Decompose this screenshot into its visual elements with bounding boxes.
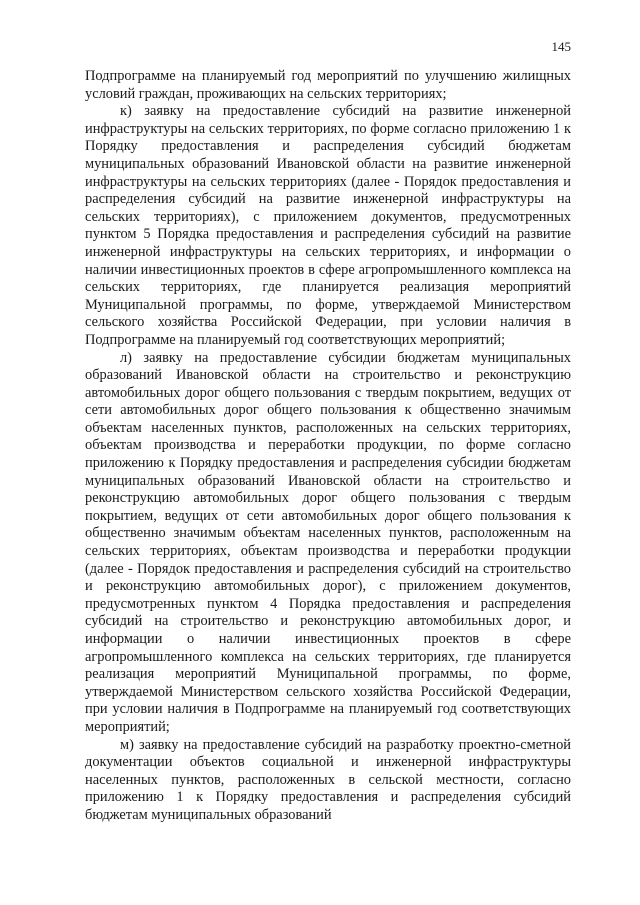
paragraph-k: к) заявку на предоставление субсидий на развитие инженерной инфраструктуры на сельских территориях, по форме согласно приложению 1 к Порядку предоставления и распределения субсидий бюджетам муниципальных образований Ивановской области на развитие инженерной инфраструктуры на сельских территориях (далее - Порядок предоставления и распределения субсидий на развитие инженерной инфраструктуры на сельских территориях), с приложением документов, предусмотренных пунктом 5 Порядка предоставления и распределения субсидий на развитие инженерной инфраструктуры на сельских территориях, и информации о наличии инвестиционных проектов в сфере агропромышленного комплекса на сельских территориях, где планируется реализация мероприятий Муниципальной программы, по форме, утверждаемой Министерством сельского хозяйства Российской Федерации, при условии наличия в Подпрограмме на планируемый год соответствующих мероприятий; <box>85 103 571 348</box>
page-number: 145 <box>551 39 571 54</box>
document-body <box>85 68 571 825</box>
paragraph-l: л) заявку на предоставление субсидии бюджетам муниципальных образований Ивановской области на строительство и реконструкцию автомобильных дорог общего пользования с твердым покрытием, ведущих от сети автомобильных дорог общего пользования к общественно значимым объектам населенных пунктов, расположенных на сельских территориях, объектам производства и переработки продукции, по форме согласно приложению к Порядку предоставления и распределения субсидии бюджетам муниципальных образований Ивановской области на строительство и реконструкцию автомобильных дорог общего пользования с твердым покрытием, ведущих от сети автомобильных дорог общего пользования к общественно значимым объектам населенных пунктов, расположенным на сельских территориях, объектам производства и переработки продукции (далее - Порядок предоставления и распределения субсидий на строительство и реконструкцию автомобильных дорог), с приложением документов, предусмотренных пунктом 4 Порядка предоставления и распределения субсидий на строительство и реконструкцию автомобильных дорог, и информации о наличии инвестиционных проектов в сфере агропромышленного комплекса на сельских территориях, где планируется реализация мероприятий Муниципальной программы, по форме, утверждаемой Министерством сельского хозяйства Российской Федерации, при условии наличия в Подпрограмме на планируемый год соответствующих мероприятий; <box>85 349 571 735</box>
paragraph-m: м) заявку на предоставление субсидий на разработку проектно-сметной документации объектов социальной и инженерной инфраструктуры населенных пунктов, расположенных в сельской местности, согласно приложению 1 к Порядку предоставления и распределения субсидий бюджетам муниципальных образований <box>85 736 571 823</box>
paragraph-continuation: Подпрограмме на планируемый год мероприятий по улучшению жилищных условий граждан, проживающих на сельских территориях; <box>85 68 571 102</box>
